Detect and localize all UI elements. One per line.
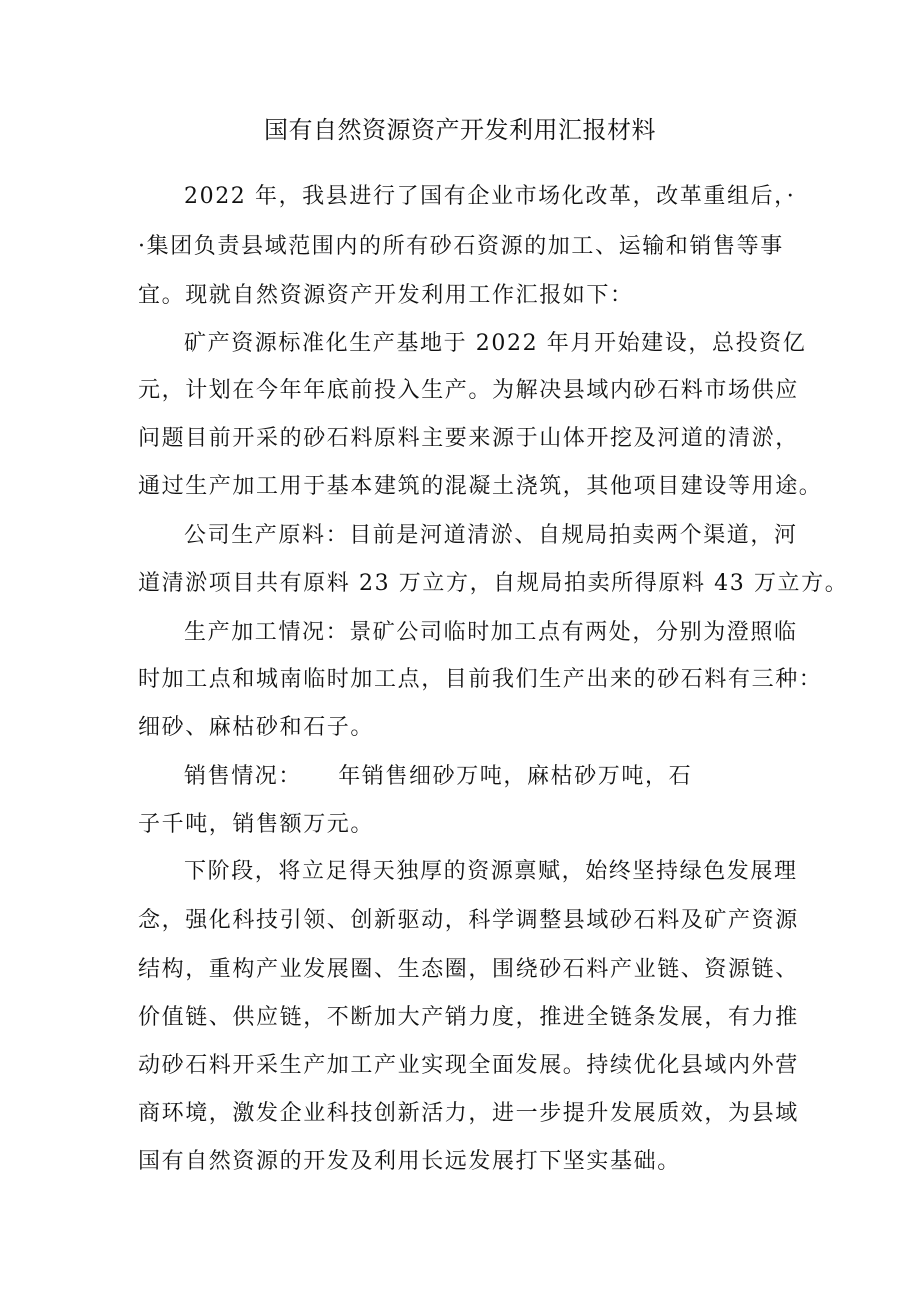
body-line-18: 价值链、供应链，不断加大产销力度，推进全链条发展，有力推 (138, 1005, 799, 1030)
body-line-15: 下阶段，将立足得天独厚的资源禀赋，始终坚持绿色发展理 (184, 859, 798, 884)
body-line-13: 销售情况： 年销售细砂万吨，麻枯砂万吨，石 (184, 764, 693, 789)
body-line-21: 国有自然资源的开发及利用长远发展打下坚实基础。 (138, 1149, 681, 1174)
document-title: 国有自然资源资产开发利用汇报材料 (264, 116, 656, 144)
body-line-6: 问题目前开采的砂石料原料主要来源于山体开挖及河道的清淤， (138, 426, 799, 451)
body-line-4: 矿产资源标准化生产基地于 2022 年月开始建设，总投资亿 (184, 331, 807, 356)
body-line-20: 商环境，激发企业科技创新活力，进一步提升发展质效，为县域 (138, 1101, 799, 1126)
body-line-9: 道清淤项目共有原料 23 万立方，自规局拍卖所得原料 43 万立方。 (138, 571, 849, 596)
body-line-19: 动砂石料开采生产加工产业实现全面发展。持续优化县域内外营 (138, 1053, 799, 1078)
body-line-5: 元，计划在今年年底前投入生产。为解决县域内砂石料市场供应 (138, 378, 799, 403)
body-line-14: 子千吨，销售额万元。 (138, 812, 375, 837)
body-line-1: 2022 年，我县进行了国有企业市场化改革，改革重组后，· (184, 184, 796, 209)
body-line-2: ·集团负责县域范围内的所有砂石资源的加工、运输和销售等事 (138, 234, 784, 259)
body-line-7: 通过生产加工用于基本建筑的混凝土浇筑，其他项目建设等用途。 (138, 474, 823, 499)
body-line-3: 宜。现就自然资源资产开发利用工作汇报如下： (138, 283, 634, 308)
body-line-11: 时加工点和城南临时加工点，目前我们生产出来的砂石料有三种： (138, 667, 823, 692)
body-line-17: 结构，重构产业发展圈、生态圈，围绕砂石料产业链、资源链、 (138, 957, 799, 982)
body-line-12: 细砂、麻枯砂和石子。 (138, 715, 375, 740)
body-line-16: 念，强化科技引领、创新驱动，科学调整县域砂石料及矿产资源 (138, 908, 799, 933)
body-line-10: 生产加工情况：景矿公司临时加工点有两处，分别为澄照临 (184, 620, 798, 645)
body-line-8: 公司生产原料：目前是河道清淤、自规局拍卖两个渠道，河 (184, 523, 798, 548)
